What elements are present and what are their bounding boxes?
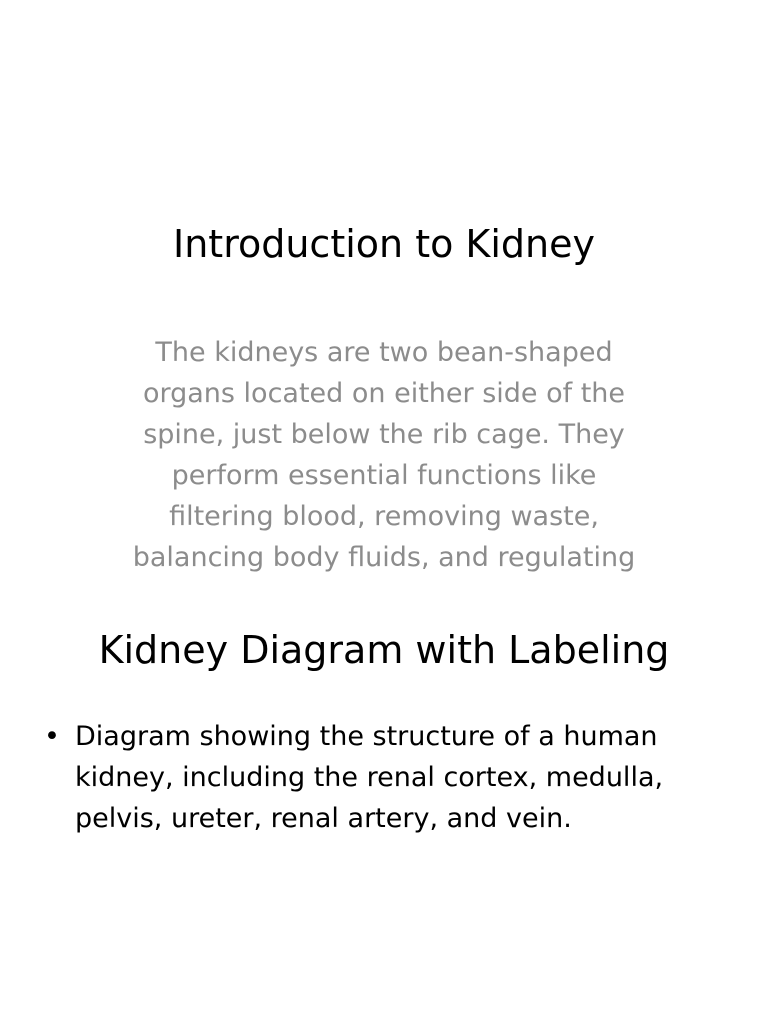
bullet-list xyxy=(40,716,700,839)
slide-subtitle-intro: The kidneys are two bean-shaped organs located on either side of the spine, just below the rib cage. They perform essential functions like filtering blood, removing waste, balancing body fluids, and regulating xyxy=(132,337,636,573)
bullet-item xyxy=(40,716,700,839)
slide-title-diagram: Kidney Diagram with Labeling xyxy=(98,628,670,672)
bullet-text: Diagram showing the structure of a human kidney, including the renal cortex, medulla, pelvis, ureter, renal artery, and vein. xyxy=(75,721,664,834)
slide-title-intro: Introduction to Kidney xyxy=(173,222,595,266)
bullet-icon: • xyxy=(44,721,60,752)
